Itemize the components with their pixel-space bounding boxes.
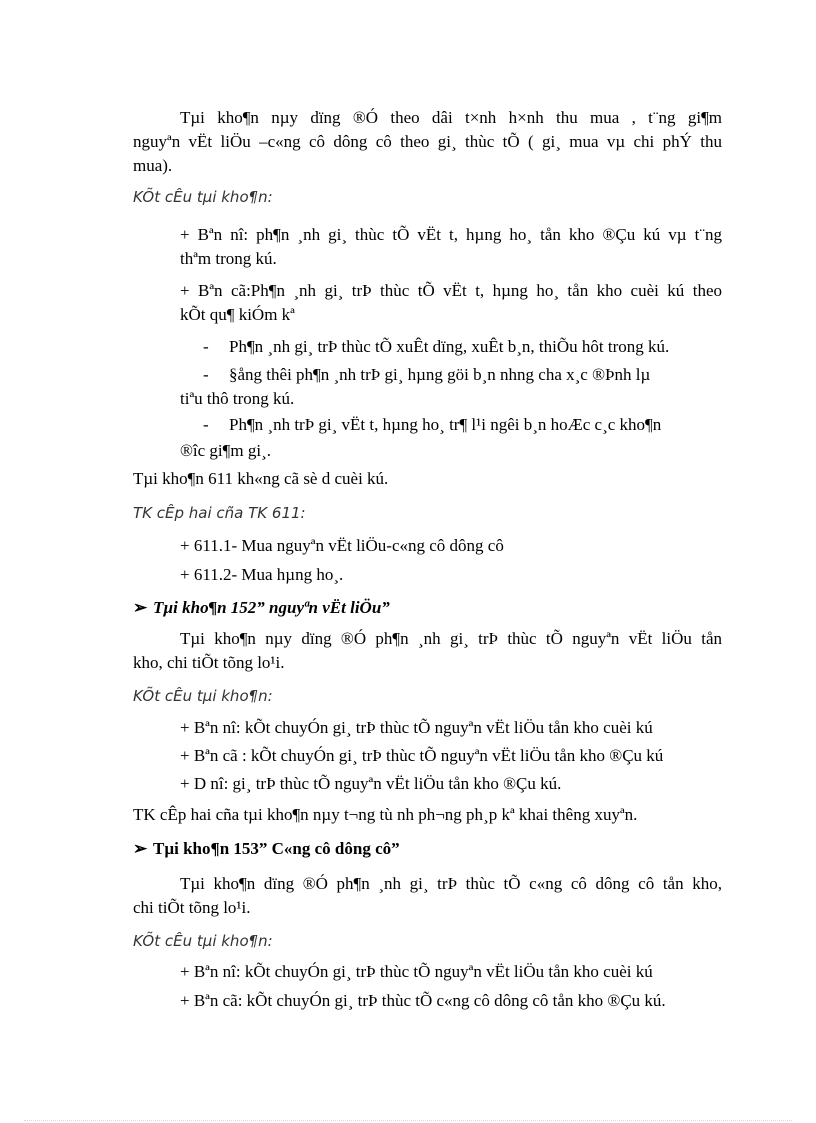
intro-paragraph-line: Tµi kho¶n nµy dïng ®Ó theo dâi t×nh h×nh thu mua , t¨ng gi¶m — [180, 108, 722, 127]
page-footer-rule — [24, 1120, 792, 1121]
balance-note: Tµi kho¶n 611 kh«ng cã sè d cuèi kú. — [133, 469, 389, 488]
intro-paragraph-line: mua). — [133, 156, 173, 175]
dash-item-continuation: tiªu thô trong kú. — [180, 389, 295, 408]
dash-bullet: - — [203, 415, 209, 434]
dash-item-text: Ph¶n ¸nh trÞ gi¸ vËt t, hµng ho¸ tr¶ l¹i ngêi b¸n hoÆc c¸c kho¶n — [229, 415, 662, 434]
structure-heading: KÕt cÊu tµi kho¶n: — [133, 188, 273, 206]
sub-account-item: + 611.1- Mua nguyªn vËt liÖu-c«ng cô dông cô — [180, 536, 504, 555]
dash-bullet: - — [203, 365, 209, 384]
debit-side-line: + Bªn nî: kÕt chuyÓn gi¸ trÞ thùc tÕ nguyªn vËt liÖu tån kho cuèi kú — [180, 962, 653, 981]
debit-side-line: + Bªn nî: ph¶n ¸nh gi¸ thùc tÕ vËt t, hµng ho¸ tån kho ®Çu kú vµ t¨ng — [180, 225, 722, 244]
structure-heading: KÕt cÊu tµi kho¶n: — [133, 687, 273, 705]
section-heading-153 — [133, 839, 400, 859]
intro-paragraph-line: nguyªn vËt liÖu –c«ng cô dông cô theo gi¸ thùc tÕ ( gi¸ mua vµ chi phÝ thu — [133, 132, 722, 151]
arrow-bullet-icon: ➢ — [133, 598, 148, 617]
account-152-paragraph: kho, chi tiÕt tõng lo¹i. — [133, 653, 285, 672]
dash-item-continuation: ®îc gi¶m gi¸. — [180, 441, 271, 460]
section-heading-text: Tµi kho¶n 153” C«ng cô dông cô” — [153, 839, 400, 858]
dash-item — [203, 415, 722, 435]
credit-side-line: + Bªn cã:Ph¶n ¸nh gi¸ trÞ thùc tÕ vËt t, hµng ho¸ tån kho cuèi kú theo — [180, 281, 722, 300]
section-heading-152 — [133, 598, 390, 618]
credit-side-line: kÕt qu¶ kiÓm kª — [180, 305, 295, 324]
dash-item-text: §ång thêi ph¶n ¸nh trÞ gi¸ hµng göi b¸n nhng cha x¸c ®Þnh lµ — [229, 365, 651, 384]
dash-item-text: Ph¶n ¸nh gi¸ trÞ thùc tÕ xuÊt dïng, xuÊt b¸n, thiÕu hôt trong kú. — [229, 337, 670, 356]
section-heading-text: Tµi kho¶n 152” nguyªn vËt liÖu” — [153, 598, 390, 617]
account-153-paragraph: chi tiÕt tõng lo¹i. — [133, 898, 251, 917]
dash-item — [203, 337, 669, 357]
debit-side-line: + Bªn nî: kÕt chuyÓn gi¸ trÞ thùc tÕ nguyªn vËt liÖu tån kho cuèi kú — [180, 718, 653, 737]
debit-side-line: thªm trong kú. — [180, 249, 277, 268]
dash-bullet: - — [203, 337, 209, 356]
credit-side-line: + Bªn cã : kÕt chuyÓn gi¸ trÞ thùc tÕ nguyªn vËt liÖu tån kho ®Çu kú — [180, 746, 664, 765]
account-152-paragraph: Tµi kho¶n nµy dïng ®Ó ph¶n ¸nh gi¸ trÞ thùc tÕ nguyªn vËt liÖu tån — [180, 629, 722, 648]
structure-heading: KÕt cÊu tµi kho¶n: — [133, 932, 273, 950]
sub-account-heading: TK cÊp hai cña TK 611: — [133, 504, 306, 522]
account-153-paragraph: Tµi kho¶n dïng ®Ó ph¶n ¸nh gi¸ trÞ thùc tÕ c«ng cô dông cô tån kho, — [180, 874, 722, 893]
credit-side-line: + Bªn cã: kÕt chuyÓn gi¸ trÞ thùc tÕ c«ng cô dông cô tån kho ®Çu kú. — [180, 991, 666, 1010]
sub-account-item: + 611.2- Mua hµng ho¸. — [180, 565, 344, 584]
balance-line: + D nî: gi¸ trÞ thùc tÕ nguyªn vËt liÖu tån kho ®Çu kú. — [180, 774, 562, 793]
dash-item — [203, 365, 722, 385]
arrow-bullet-icon: ➢ — [133, 839, 148, 858]
sub-account-note: TK cÊp hai cña tµi kho¶n nµy t¬ng tù nh ph¬ng ph¸p kª khai thêng xuyªn. — [133, 805, 638, 824]
